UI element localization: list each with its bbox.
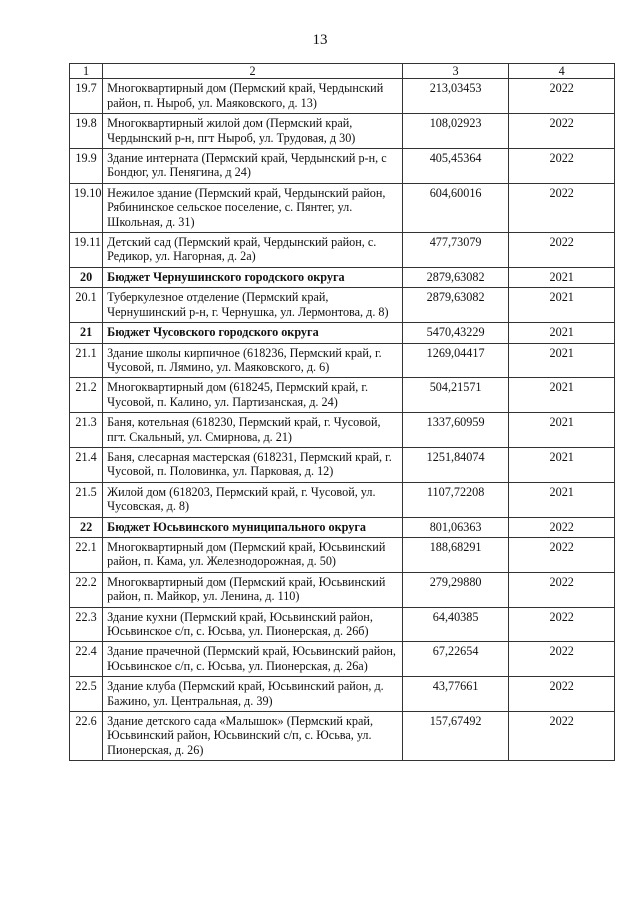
table-body bbox=[70, 79, 615, 761]
amount-cell: 5470,43229 bbox=[402, 323, 509, 343]
year-cell: 2022 bbox=[509, 79, 615, 114]
description-cell: Здание прачечной (Пермский край, Юсьвинский район, Юсьвинское с/п, с. Юсьва, ул. Пионерская, д. 26а) bbox=[103, 642, 403, 677]
year-cell: 2022 bbox=[509, 183, 615, 232]
table-row bbox=[70, 114, 615, 149]
amount-cell: 279,29880 bbox=[402, 572, 509, 607]
description-cell: Здание интерната (Пермский край, Чердынский р-н, с Бондюг, ул. Пенягина, д 24) bbox=[103, 149, 403, 184]
amount-cell: 801,06363 bbox=[402, 517, 509, 537]
description-cell: Здание кухни (Пермский край, Юсьвинский район, Юсьвинское с/п, с. Юсьва, ул. Пионерская, д. 26б) bbox=[103, 607, 403, 642]
year-cell: 2022 bbox=[509, 712, 615, 761]
row-number-cell: 19.10 bbox=[70, 183, 103, 232]
amount-cell: 43,77661 bbox=[402, 677, 509, 712]
year-cell: 2021 bbox=[509, 323, 615, 343]
description-cell: Многоквартирный дом (Пермский край, Юсьвинский район, п. Майкор, ул. Ленина, д. 110) bbox=[103, 572, 403, 607]
amount-cell: 64,40385 bbox=[402, 607, 509, 642]
row-number-cell: 21.2 bbox=[70, 378, 103, 413]
row-number-cell: 22.5 bbox=[70, 677, 103, 712]
row-number-cell: 20 bbox=[70, 267, 103, 287]
page-number: 13 bbox=[312, 32, 328, 48]
year-cell: 2022 bbox=[509, 677, 615, 712]
table-row bbox=[70, 183, 615, 232]
amount-cell: 108,02923 bbox=[402, 114, 509, 149]
description-cell: Многоквартирный жилой дом (Пермский край, Чердынский р-н, пгт Ныроб, ул. Трудовая, д 30) bbox=[103, 114, 403, 149]
year-cell: 2021 bbox=[509, 288, 615, 323]
description-cell: Здание школы кирпичное (618236, Пермский край, г. Чусовой, п. Лямино, ул. Маяковского, д. 6) bbox=[103, 343, 403, 378]
description-cell: Детский сад (Пермский край, Чердынский район, с. Редикор, ул. Нагорная, д. 2а) bbox=[103, 233, 403, 268]
row-number-cell: 22 bbox=[70, 517, 103, 537]
row-number-cell: 19.8 bbox=[70, 114, 103, 149]
row-number-cell: 22.6 bbox=[70, 712, 103, 761]
column-header-4: 4 bbox=[509, 64, 615, 79]
amount-cell: 477,73079 bbox=[402, 233, 509, 268]
row-number-cell: 21 bbox=[70, 323, 103, 343]
year-cell: 2022 bbox=[509, 114, 615, 149]
year-cell: 2022 bbox=[509, 537, 615, 572]
budget-table bbox=[69, 63, 615, 761]
amount-cell: 188,68291 bbox=[402, 537, 509, 572]
description-cell: Здание клуба (Пермский край, Юсьвинский район, д. Бажино, ул. Центральная, д. 39) bbox=[103, 677, 403, 712]
row-number-cell: 21.4 bbox=[70, 447, 103, 482]
section-row bbox=[70, 267, 615, 287]
amount-cell: 213,03453 bbox=[402, 79, 509, 114]
amount-cell: 1251,84074 bbox=[402, 447, 509, 482]
section-row bbox=[70, 517, 615, 537]
section-row bbox=[70, 323, 615, 343]
table-row bbox=[70, 537, 615, 572]
year-cell: 2021 bbox=[509, 267, 615, 287]
column-header-2: 2 bbox=[103, 64, 403, 79]
amount-cell: 1337,60959 bbox=[402, 413, 509, 448]
year-cell: 2021 bbox=[509, 482, 615, 517]
row-number-cell: 19.9 bbox=[70, 149, 103, 184]
row-number-cell: 21.3 bbox=[70, 413, 103, 448]
table-row bbox=[70, 572, 615, 607]
table-row bbox=[70, 413, 615, 448]
table-row bbox=[70, 149, 615, 184]
description-cell: Жилой дом (618203, Пермский край, г. Чусовой, ул. Чусовская, д. 8) bbox=[103, 482, 403, 517]
table-row bbox=[70, 677, 615, 712]
row-number-cell: 20.1 bbox=[70, 288, 103, 323]
row-number-cell: 22.4 bbox=[70, 642, 103, 677]
year-cell: 2022 bbox=[509, 149, 615, 184]
row-number-cell: 21.1 bbox=[70, 343, 103, 378]
row-number-cell: 19.7 bbox=[70, 79, 103, 114]
description-cell: Бюджет Юсьвинского муниципального округа bbox=[103, 517, 403, 537]
amount-cell: 604,60016 bbox=[402, 183, 509, 232]
table-row bbox=[70, 79, 615, 114]
year-cell: 2022 bbox=[509, 607, 615, 642]
table-header-row bbox=[70, 64, 615, 79]
row-number-cell: 21.5 bbox=[70, 482, 103, 517]
amount-cell: 2879,63082 bbox=[402, 288, 509, 323]
amount-cell: 2879,63082 bbox=[402, 267, 509, 287]
amount-cell: 67,22654 bbox=[402, 642, 509, 677]
table-row bbox=[70, 712, 615, 761]
year-cell: 2022 bbox=[509, 642, 615, 677]
description-cell: Баня, слесарная мастерская (618231, Пермский край, г. Чусовой, п. Половинка, ул. Парковая, д. 12) bbox=[103, 447, 403, 482]
description-cell: Бюджет Чусовского городского округа bbox=[103, 323, 403, 343]
table-row bbox=[70, 343, 615, 378]
table-row bbox=[70, 607, 615, 642]
table-row bbox=[70, 642, 615, 677]
description-cell: Бюджет Чернушинского городского округа bbox=[103, 267, 403, 287]
amount-cell: 1269,04417 bbox=[402, 343, 509, 378]
row-number-cell: 19.11 bbox=[70, 233, 103, 268]
amount-cell: 504,21571 bbox=[402, 378, 509, 413]
row-number-cell: 22.3 bbox=[70, 607, 103, 642]
table-row bbox=[70, 447, 615, 482]
year-cell: 2022 bbox=[509, 517, 615, 537]
description-cell: Баня, котельная (618230, Пермский край, г. Чусовой, пгт. Скальный, ул. Смирнова, д. 21) bbox=[103, 413, 403, 448]
table-row bbox=[70, 288, 615, 323]
year-cell: 2021 bbox=[509, 343, 615, 378]
description-cell: Многоквартирный дом (Пермский край, Чердынский район, п. Ныроб, ул. Маяковского, д. 13) bbox=[103, 79, 403, 114]
column-header-1: 1 bbox=[70, 64, 103, 79]
year-cell: 2022 bbox=[509, 572, 615, 607]
year-cell: 2021 bbox=[509, 413, 615, 448]
description-cell: Здание детского сада «Малышок» (Пермский край, Юсьвинский район, Юсьвинский с/п, с. Юсьва, ул. Пионерская, д. 26) bbox=[103, 712, 403, 761]
description-cell: Многоквартирный дом (618245, Пермский край, г. Чусовой, п. Калино, ул. Партизанская, д. 24) bbox=[103, 378, 403, 413]
description-cell: Туберкулезное отделение (Пермский край, Чернушинский р-н, г. Чернушка, ул. Лермонтова, д. 8) bbox=[103, 288, 403, 323]
amount-cell: 405,45364 bbox=[402, 149, 509, 184]
row-number-cell: 22.1 bbox=[70, 537, 103, 572]
amount-cell: 157,67492 bbox=[402, 712, 509, 761]
column-header-3: 3 bbox=[402, 64, 509, 79]
description-cell: Нежилое здание (Пермский край, Чердынский район, Рябининское сельское поселение, с. Пянтег, ул. Школьная, д. 31) bbox=[103, 183, 403, 232]
year-cell: 2021 bbox=[509, 447, 615, 482]
table-row bbox=[70, 482, 615, 517]
amount-cell: 1107,72208 bbox=[402, 482, 509, 517]
row-number-cell: 22.2 bbox=[70, 572, 103, 607]
table-row bbox=[70, 378, 615, 413]
year-cell: 2022 bbox=[509, 233, 615, 268]
description-cell: Многоквартирный дом (Пермский край, Юсьвинский район, п. Кама, ул. Железнодорожная, д. 50) bbox=[103, 537, 403, 572]
year-cell: 2021 bbox=[509, 378, 615, 413]
table-row bbox=[70, 233, 615, 268]
